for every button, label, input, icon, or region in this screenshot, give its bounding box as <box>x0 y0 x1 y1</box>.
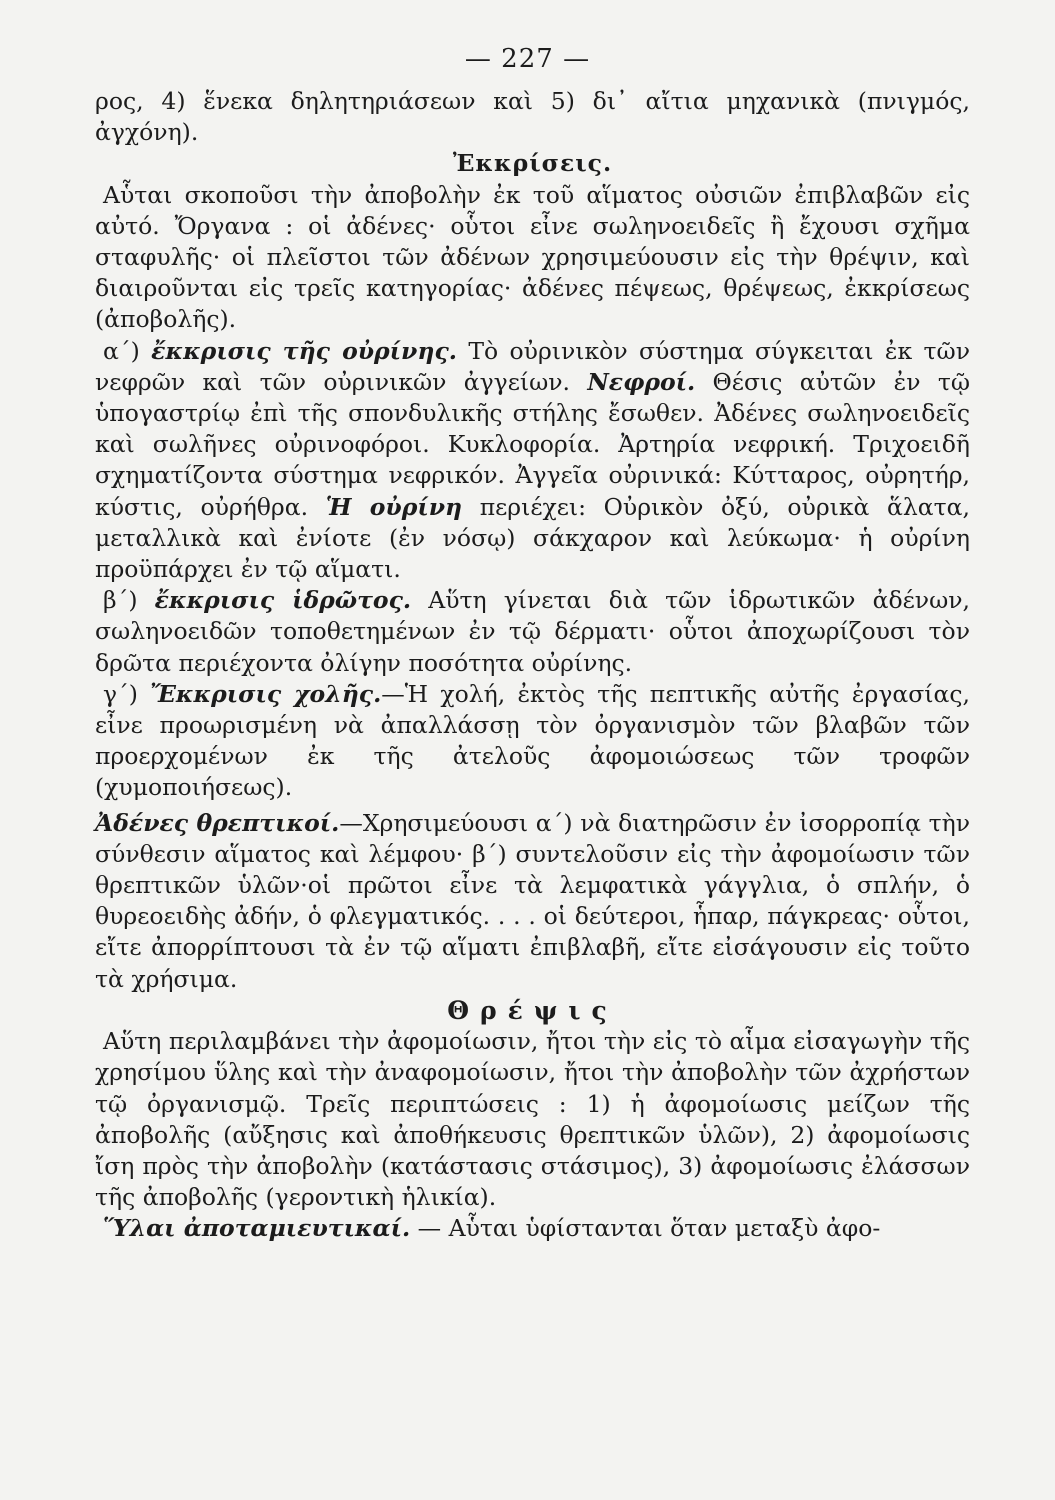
section-heading-threpsis: Θρέψις <box>447 995 618 1025</box>
subheading-ekkrisis-ourinis: ἔκκρισις τῆς οὐρίνης. <box>151 336 457 365</box>
text-idrotos: Αὕτη γίνεται διὰ τῶν ἱδρωτικῶν ἀδένων, σωληνοειδῶν τοποθετημένων ἐν τῷ δέρματι· οὗτοι ἀποχωρίζουσι τὸν δρῶτα περιέχοντα ὀλίγην ποσότητα οὐρίνης. <box>95 586 970 677</box>
page-body <box>95 86 970 1245</box>
paragraph-threpsis: Αὕτη περιλαμβάνει τὴν ἀφομοίωσιν, ἤτοι τὴν εἰς τὸ αἷμα εἰσαγωγὴν τῆς χρησίμου ὕλης καὶ τὴν ἀναφομοίωσιν, ἤτοι τὴν ἀποβολὴν τῶν ἀχρήστων τῷ ὀργανισμῷ. Τρεῖς περιπτώσεις : 1) ἡ ἀφομοίωσις μείζων τῆς ἀποβολῆς (αὔξησις καὶ ἀποθήκευσις θρεπτικῶν ὑλῶν), 2) ἀφομοίωσις ἴση πρὸς τὴν ἀποβολὴν (κατάστασις στάσιμος), 3) ἀφομοίωσις ἐλάσσων τῆς ἀποβολῆς (γεροντικὴ ἡλικία). <box>95 1027 970 1212</box>
page-number: — 227 — <box>464 44 591 74</box>
text-ourinis-2: Θέσις αὐτῶν ἐν τῷ ὑπογαστρίῳ ἐπὶ τῆς σπονδυλικῆς στήλης ἔσωθεν. Ἀδένες σωληνοειδεῖς καὶ σωλῆνες οὐρινοφόροι. Κυκλοφορία. Ἀρτηρία νεφρική. Τριχοειδῆ σχηματίζοντα σύστημα νεφρικόν. Ἀγγεῖα οὐρινικά: Κύτταρος, οὐρητήρ, κύστις, οὐρήθρα. <box>95 367 970 521</box>
paragraph-intro: ρος, 4) ἕνεκα δηλητηριάσεων καὶ 5) δι᾽ αἴτια μηχανικὰ (πνιγμός, ἀγχόνη). <box>95 87 970 147</box>
paragraph-ylai-apotamieftikai <box>95 1213 970 1244</box>
subheading-ylai-apotamieftikai: Ὕλαι ἀποταμιευτικαί. <box>103 1214 411 1243</box>
paragraph-ekkrisis-cholis <box>95 679 970 804</box>
text-cholis: —Ἡ χολή, ἐκτὸς τῆς πεπτικῆς αὐτῆς ἐργασίας, εἶνε προωρισμένη νὰ ἀπαλλάσσῃ τὸν ὀργανισμὸν τῶν βλαβῶν τῶν προερχομένων ἐκ τῆς ἀτελοῦς ἀφομοιώσεως τῶν τροφῶν (χυμοποιήσεως). <box>95 679 970 802</box>
paragraph-ekkrisis-ourinis <box>95 336 970 586</box>
paragraph-ekkriseis: Αὗται σκοποῦσι τὴν ἀποβολὴν ἐκ τοῦ αἵματος οὐσιῶν ἐπιβλαβῶν εἰς αὐτό. Ὄργανα : οἱ ἀδένες· οὗτοι εἶνε σωληνοειδεῖς ἢ ἔχουσι σχῆμα σταφυλῆς· οἱ πλεῖστοι τῶν ἀδένων χρησιμεύουσιν εἰς τὴν θρέψιν, καὶ διαιροῦνται εἰς τρεῖς κατηγορίας· ἀδένες πέψεως, θρέψεως, ἐκκρίσεως (ἀποβολῆς). <box>95 180 970 334</box>
subheading-ekkrisis-cholis: Ἔκκρισις χολῆς. <box>150 679 382 708</box>
subheading-nefroi: Νεφροί. <box>587 367 696 396</box>
text-ourinis-3: περιέχει: Οὐρικὸν ὀξύ, οὐρικὰ ἅλατα, μεταλλικὰ καὶ ἐνίοτε (ἐν νόσῳ) σάκχαρον καὶ λεύκωμα· ἡ οὐρίνη προϋπάρχει ἐν τῷ αἵματι. <box>95 492 970 584</box>
text-ylai-apotamieftikai: — Αὗται ὑφίστανται ὅταν μεταξὺ ἀφο- <box>410 1214 881 1243</box>
subheading-ourini: Ἡ οὐρίνη <box>325 492 463 521</box>
item-marker-c: γ´) <box>103 679 151 708</box>
item-marker-a: α´) <box>103 336 152 365</box>
paragraph-adenes-threptikoi <box>95 808 970 995</box>
subheading-ekkrisis-idrotos: ἔκκρισις ἱδρῶτος. <box>154 586 412 615</box>
item-marker-b: β´) <box>103 586 155 615</box>
section-heading-ekkriseis: Ἐκκρίσεις. <box>452 149 613 178</box>
text-adenes-threptikoi: —Χρησιμεύουσι α´) νὰ διατηρῶσιν ἐν ἰσορροπίᾳ τὴν σύνθεσιν αἵματος καὶ λέμφου· β´) συντελοῦσιν εἰς τὴν ἀφομοίωσιν τῶν θρεπτικῶν ὑλῶν·οἱ πρῶτοι εἶνε τὰ λεμφατικὰ γάγγλια, ὁ σπλήν, ὁ θυρεοειδὴς ἀδήν, ὁ φλεγματικός. . . . οἱ δεύτεροι, ἧπαρ, πάγκρεας· οὗτοι, εἴτε ἀπορρίπτουσι τὰ ἐν τῷ αἵματι ἐπιβλαβῆ, εἴτε εἰσάγουσιν εἰς τοῦτο τὰ χρήσιμα. <box>95 808 970 993</box>
paragraph-ekkrisis-idrotos <box>95 585 970 679</box>
subheading-adenes-threptikoi: Ἀδένες θρεπτικοί. <box>95 808 340 837</box>
text-ourinis-1: Τὸ οὐρινικὸν σύστημα σύγκειται ἐκ τῶν νεφρῶν καὶ τῶν οὐρινικῶν ἀγγείων. <box>95 336 970 396</box>
